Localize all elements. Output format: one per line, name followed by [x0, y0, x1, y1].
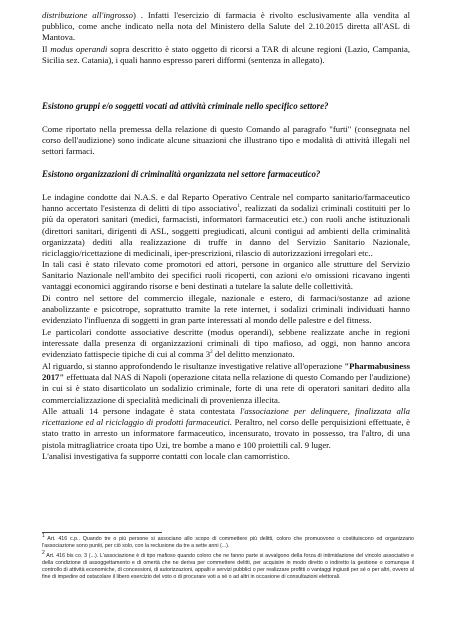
- paragraph-indagini: [42, 192, 410, 259]
- paragraph-modus-operandi: [42, 44, 410, 66]
- italic-phrase: distribuzione all'ingrosso: [42, 10, 133, 20]
- paragraph-text: Il: [42, 44, 51, 54]
- paragraph-condotte: [42, 327, 410, 361]
- footnote-separator: [42, 532, 162, 533]
- paragraph-text: effettuata dal NAS di Napoli (operazione citata nella relazione di questo Comando per l'audizione) in cui si è stato disarticolato un sodalizio criminale, forte di una rete di operatori sanitari dedito alla commercializzazione di specialità medicinali di provenienza illecita.: [42, 372, 410, 405]
- italic-phrase: modus operandi: [50, 44, 108, 54]
- question-heading-2: Esistono organizzazioni di criminalità organizzata nel settore farmaceutico?: [42, 169, 321, 179]
- footnote-2: [42, 550, 414, 581]
- paragraph-text: , realizzati da sodalizi criminali costituiti per lo più da operatori sanitari (medici, farmacisti, informatori farmaceutici etc.) con ruoli anche istituzionali (direttori sanitari, dirigenti di ASL, soggetti pregiudicati, alcuni contigui ad ambienti della criminalità organizzata) dediti alla realizzazione di truffe in danno del Servizio Sanitario Nazionale, riciclaggio/ricettazione di medicinali, iper-prescrizioni, rilascio di autorizzazioni irregolari etc..: [42, 203, 410, 259]
- paragraph-indagati: [42, 406, 410, 451]
- footnote-ref-2: 2: [210, 350, 213, 356]
- paragraph-text: Al riguardo, si stanno approfondendo le risultanze investigative relative all'operazione: [42, 361, 345, 371]
- paragraph-text: del delitto menzionato.: [212, 349, 295, 360]
- footnote-ref-1: 1: [237, 204, 240, 210]
- footnote-number: 1: [42, 533, 45, 540]
- italic-phrase: l'associazione per delinquere, finalizzata alla ricettazione ed al riciclaggio di prodotti farmaceutici.: [42, 406, 410, 428]
- paragraph-text: Le indagine condotte dai N.A.S. e dal Reparto Operativo Centrale nel comparto sanitario/farmaceutico hanno accertato l'esistenza di delitti di tipo associativo: [42, 192, 410, 214]
- paragraph-text: Alle attuali 14 persone indagate è stata contestata: [42, 406, 241, 416]
- question-heading-1: Esistono gruppi e/o soggetti vocati ad attività criminale nello specifico settore?: [42, 101, 329, 111]
- paragraph-text: sopra descritto è stato oggetto di ricorsi a TAR di alcune regioni (Lazio, Campania, Sicilia sez. Catania), i quali hanno espresso pareri difformi (sentenza in allegato).: [42, 44, 410, 66]
- paragraph-text: ) . Infatti l'esercizio di farmacia è rivolto esclusivamente alla vendita al pubblico, come anche indicato nella nota del Ministero della Salute del 2.10.2015 diretta all'ASL di Mantova.: [42, 10, 410, 43]
- paragraph-furti: Come riportato nella premessa della relazione di questo Comando al paragrafo "furti" (consegnata nel corso dell'audizione) sono indicate alcune situazioni che illustrano tipo e modalità di attività illegali nel settori farmaci.: [42, 124, 410, 157]
- paragraph-analisi: L'analisi investigativa fa supporre contatti con locale clan camorristico.: [42, 451, 290, 461]
- paragraph-text: Le particolari condotte associative descritte (modus operandi), sebbene realizzate anche in regioni interessate dalla presenza di organizzazioni criminali di tipo mafioso, ad oggi, non hanno ancora evidenziato fattispecie tipiche di cui al comma 3: [42, 327, 410, 360]
- paragraph-commercio-illegale: Di contro nel settore del commercio illegale, nazionale e estero, di farmaci/sostanze ad azione anabolizzante e psicotrope, soprattutto tramite la rete internet, i sodalizi criminali individuati hanno evidenziato l'influenza di soggetti in gran parte interessati al mondo delle palestre e del fitness.: [42, 293, 410, 326]
- footnote-1: [42, 533, 414, 550]
- paragraph-casi: In tali casi è stato rilevato come promotori ed attori, persone in organico alle strutture del Servizio Sanitario Nazionale nell'ambito dei specifici ruoli ricoperti, con azioni e/o omissioni ricavano ingenti vantaggi economici aggirando risorse e beni destinati a tutelare la salute delle collettività.: [42, 259, 410, 292]
- footnote-number: 2: [42, 550, 45, 557]
- paragraph-intro: [42, 10, 410, 44]
- operation-name: "Pharmabusiness 2017": [42, 361, 410, 383]
- paragraph-pharmabusiness: [42, 361, 410, 406]
- footnote-text: Art. 416 c.p.. Quando tre o più persone si associano allo scopo di commettere più delitti, coloro che promuovono o costituiscono od organizzano l'associazione sono puniti, per ciò solo, con la reclusione da tre a sette anni (...).: [42, 536, 414, 550]
- footnote-text: Art. 416 bis co. 3 (...). L'associazione è di tipo mafioso quando coloro che ne fanno parte si avvalgono della forza di intimidazione del vincolo associativo e della condizione di assoggettamento e di omertà che ne deriva per commettere delitti, per acquisire in modo diretto o indiretto la gestione o comunque il controllo di attività economiche, di concessioni, di autorizzazioni, appalti e servizi pubblici o per realizzare profitti o vantaggi ingiusti per sé o per altri, ovvero al fine di impedire od ostacolare il libero esercizio del voto o di procurare voti a sé o ad altri in occasione di consultazioni elettorali.: [42, 553, 414, 581]
- paragraph-text: Peraltro, nel corso delle perquisizioni effettuate, è stato tratto in arresto un informatore farmaceutico, incensurato, trovato in possesso, tra l'altro, di una pistola mitragliatrice croata tipo Uzi, tre bombe a mano e 100 proiettili cal. 9 luger.: [42, 417, 410, 450]
